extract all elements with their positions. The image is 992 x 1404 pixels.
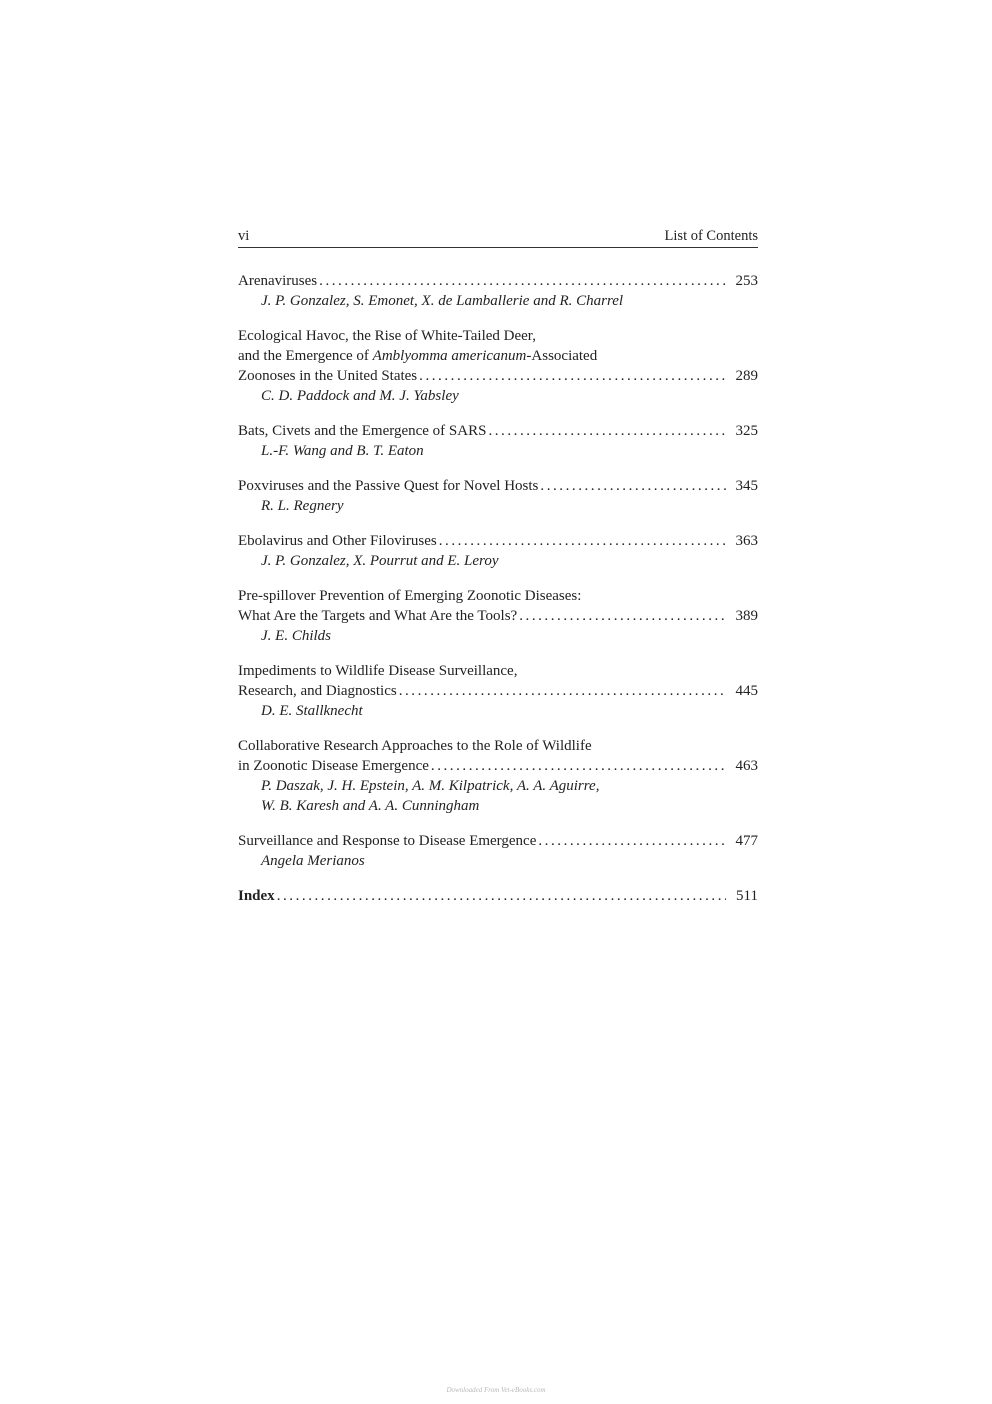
toc-entry[interactable]	[238, 831, 758, 871]
toc-entries	[238, 271, 758, 871]
chapter-title-line: Collaborative Research Approaches to the Role of Wildlife	[238, 738, 592, 754]
title-text: -Associated	[526, 348, 598, 364]
toc-entry[interactable]	[238, 531, 758, 571]
running-head	[238, 226, 758, 248]
chapter-title: in Zoonotic Disease Emergence	[238, 758, 429, 774]
leader-dots	[439, 531, 726, 551]
chapter-authors: C. D. Paddock and M. J. Yabsley	[261, 388, 459, 404]
chapter-authors: L.-F. Wang and B. T. Eaton	[261, 443, 424, 459]
page-ref: 289	[735, 368, 758, 384]
running-title: List of Contents	[664, 228, 758, 244]
leader-dots	[399, 681, 726, 701]
index-label: Index	[238, 888, 275, 904]
toc-entry[interactable]	[238, 586, 758, 646]
page-ref: 445	[735, 683, 758, 699]
toc-line	[238, 886, 758, 906]
toc-entry[interactable]	[238, 326, 758, 406]
chapter-title: Surveillance and Response to Disease Emergence	[238, 833, 537, 849]
footer-watermark: Downloaded From Vet-eBooks.com	[446, 1386, 546, 1394]
title-italic-text: Amblyomma americanum	[372, 348, 527, 364]
chapter-authors: R. L. Regnery	[261, 498, 344, 514]
toc-line	[238, 476, 758, 496]
leader-dots	[277, 886, 726, 906]
chapter-title-line: Pre-spillover Prevention of Emerging Zoonotic Diseases:	[238, 588, 582, 604]
toc-line	[238, 271, 758, 291]
toc-line	[238, 606, 758, 626]
page-ref: 477	[735, 833, 758, 849]
toc-entry[interactable]	[238, 476, 758, 516]
leader-dots	[519, 606, 726, 626]
chapter-title: Bats, Civets and the Emergence of SARS	[238, 423, 487, 439]
toc-line	[238, 831, 758, 851]
chapter-authors: J. E. Childs	[261, 628, 331, 644]
page-ref: 463	[735, 758, 758, 774]
chapter-authors: J. P. Gonzalez, X. Pourrut and E. Leroy	[261, 553, 499, 569]
chapter-title: Poxviruses and the Passive Quest for Novel Hosts	[238, 478, 539, 494]
chapter-title: Zoonoses in the United States	[238, 368, 418, 384]
leader-dots	[419, 366, 726, 386]
leader-dots	[488, 421, 726, 441]
page-ref: 345	[735, 478, 758, 494]
chapter-title: Arenaviruses	[238, 273, 318, 289]
chapter-authors: D. E. Stallknecht	[261, 703, 363, 719]
leader-dots	[431, 756, 726, 776]
page-ref: 325	[735, 423, 758, 439]
leader-dots	[538, 831, 726, 851]
title-text: and the Emergence of	[238, 348, 373, 364]
page-ref: 511	[736, 888, 758, 904]
contents-page	[238, 226, 758, 921]
chapter-title-line	[238, 346, 758, 366]
toc-entry[interactable]	[238, 736, 758, 816]
toc-entry[interactable]	[238, 661, 758, 721]
chapter-authors: Angela Merianos	[261, 853, 365, 869]
toc-entry-index[interactable]	[238, 886, 758, 906]
chapter-authors: W. B. Karesh and A. A. Cunningham	[261, 798, 480, 814]
chapter-authors: P. Daszak, J. H. Epstein, A. M. Kilpatrick, A. A. Aguirre,	[261, 778, 600, 794]
chapter-authors: J. P. Gonzalez, S. Emonet, X. de Lamballerie and R. Charrel	[261, 293, 624, 309]
toc-entry[interactable]	[238, 271, 758, 311]
chapter-title: Ebolavirus and Other Filoviruses	[238, 533, 437, 549]
toc-line	[238, 756, 758, 776]
toc-line	[238, 366, 758, 386]
toc-entry[interactable]	[238, 421, 758, 461]
toc-line	[238, 681, 758, 701]
toc-line	[238, 531, 758, 551]
page-ref: 363	[735, 533, 758, 549]
chapter-title-line: Ecological Havoc, the Rise of White-Tailed Deer,	[238, 328, 536, 344]
page-number: vi	[238, 228, 250, 244]
chapter-title: Research, and Diagnostics	[238, 683, 397, 699]
chapter-title: What Are the Targets and What Are the Tools?	[238, 608, 518, 624]
page-ref: 253	[735, 273, 758, 289]
toc-line	[238, 421, 758, 441]
chapter-title-line: Impediments to Wildlife Disease Surveillance,	[238, 663, 518, 679]
leader-dots	[540, 476, 726, 496]
page-ref: 389	[735, 608, 758, 624]
leader-dots	[319, 271, 726, 291]
